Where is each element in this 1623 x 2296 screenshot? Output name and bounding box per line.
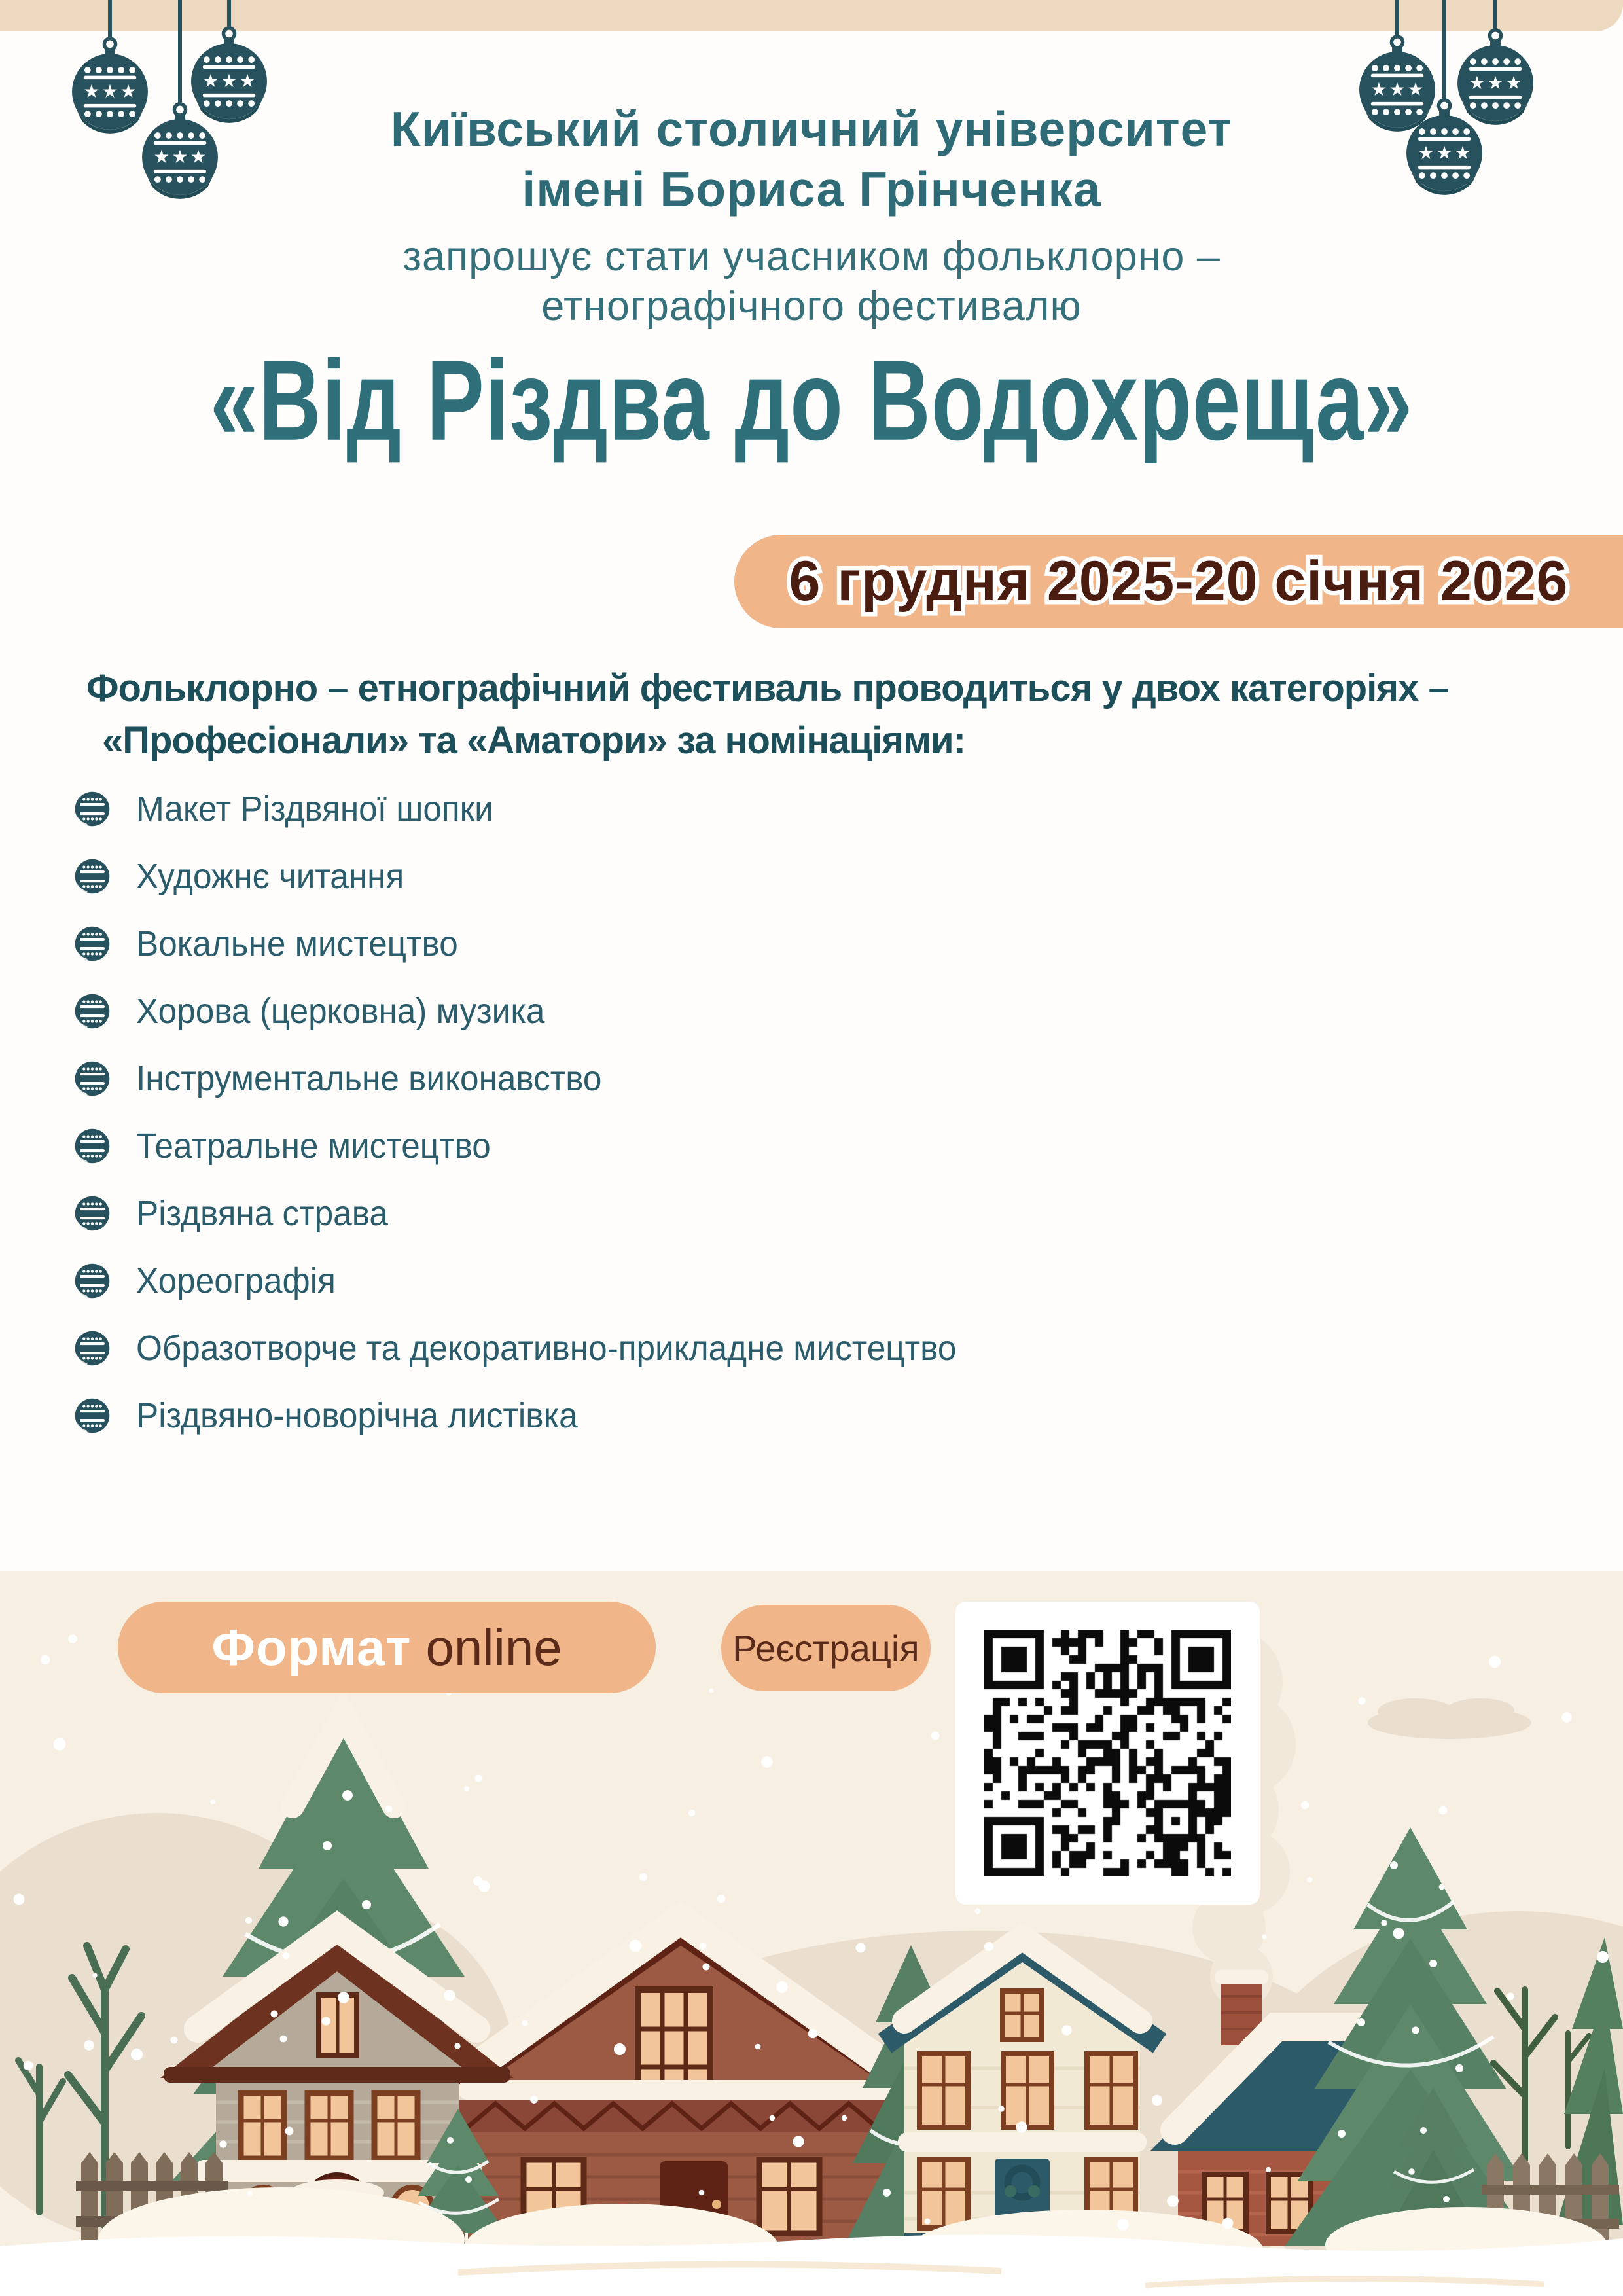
header-block <box>0 99 1623 331</box>
list-item <box>73 1247 1513 1314</box>
ornament-ball-icon <box>73 1329 111 1367</box>
bottom-section <box>0 1571 1623 2296</box>
list-item-label: Хорова (церковна) музика <box>136 991 545 1031</box>
list-item <box>73 1045 1513 1112</box>
nominations-list <box>73 775 1513 1449</box>
list-item <box>73 977 1513 1045</box>
intro-line1: Фольклорно – етнографічний фестиваль проводиться у двох категоріях – <box>86 667 1449 709</box>
list-item <box>73 1112 1513 1179</box>
format-value: online <box>425 1618 562 1676</box>
ornament-ball-icon <box>73 992 111 1030</box>
intro-paragraph <box>86 662 1572 767</box>
list-item-label: Вокальне мистецтво <box>136 924 458 963</box>
ornament-ball-icon <box>73 790 111 828</box>
intro-line2: «Професіонали» та «Аматори» за номінаціями: <box>102 719 966 762</box>
list-item-label: Різдвяно-новорічна листівка <box>136 1395 578 1435</box>
top-decorative-strip <box>0 0 1623 31</box>
ornament-ball-icon <box>73 857 111 895</box>
list-item <box>73 1314 1513 1382</box>
list-item <box>73 910 1513 977</box>
list-item <box>73 1382 1513 1449</box>
list-item-label: Образотворче та декоративно-прикладне мистецтво <box>136 1328 957 1368</box>
ornament-ball-icon <box>73 1262 111 1300</box>
ornament-ball-icon <box>73 1397 111 1435</box>
qr-code <box>984 1630 1231 1876</box>
festival-title: «Від Різдва до Водохреща» <box>209 336 1414 464</box>
list-item <box>73 775 1513 842</box>
ornament-ball-icon <box>73 1060 111 1098</box>
registration-button[interactable] <box>721 1605 931 1691</box>
qr-card <box>955 1602 1260 1905</box>
list-item-label: Макет Різдвяної шопки <box>136 789 493 829</box>
list-item <box>73 1179 1513 1247</box>
university-name-line2: імені Бориса Грінченка <box>522 161 1101 217</box>
list-item <box>73 842 1513 910</box>
date-badge <box>734 535 1623 628</box>
invite-line1: запрошує стати учасником фольклорно – <box>402 234 1221 279</box>
registration-label: Реєстрація <box>732 1627 919 1669</box>
list-item-label: Різдвяна страва <box>136 1193 388 1233</box>
ornament-ball-icon <box>73 1127 111 1165</box>
university-name-line1: Київський столичний університет <box>390 101 1233 156</box>
date-badge-text: 6 грудня 2025-20 січня 2026 <box>789 550 1569 613</box>
list-item-label: Інструментальне виконавство <box>136 1058 602 1098</box>
format-label: Формат <box>211 1618 412 1676</box>
list-item-label: Хореографія <box>136 1261 336 1300</box>
list-item-label: Театральне мистецтво <box>136 1126 491 1166</box>
ornament-ball-icon <box>73 925 111 963</box>
format-pill <box>118 1602 656 1693</box>
ornament-ball-icon <box>73 1194 111 1232</box>
list-item-label: Художнє читання <box>136 856 404 896</box>
invite-line2: етнографічного фестивалю <box>541 283 1082 329</box>
